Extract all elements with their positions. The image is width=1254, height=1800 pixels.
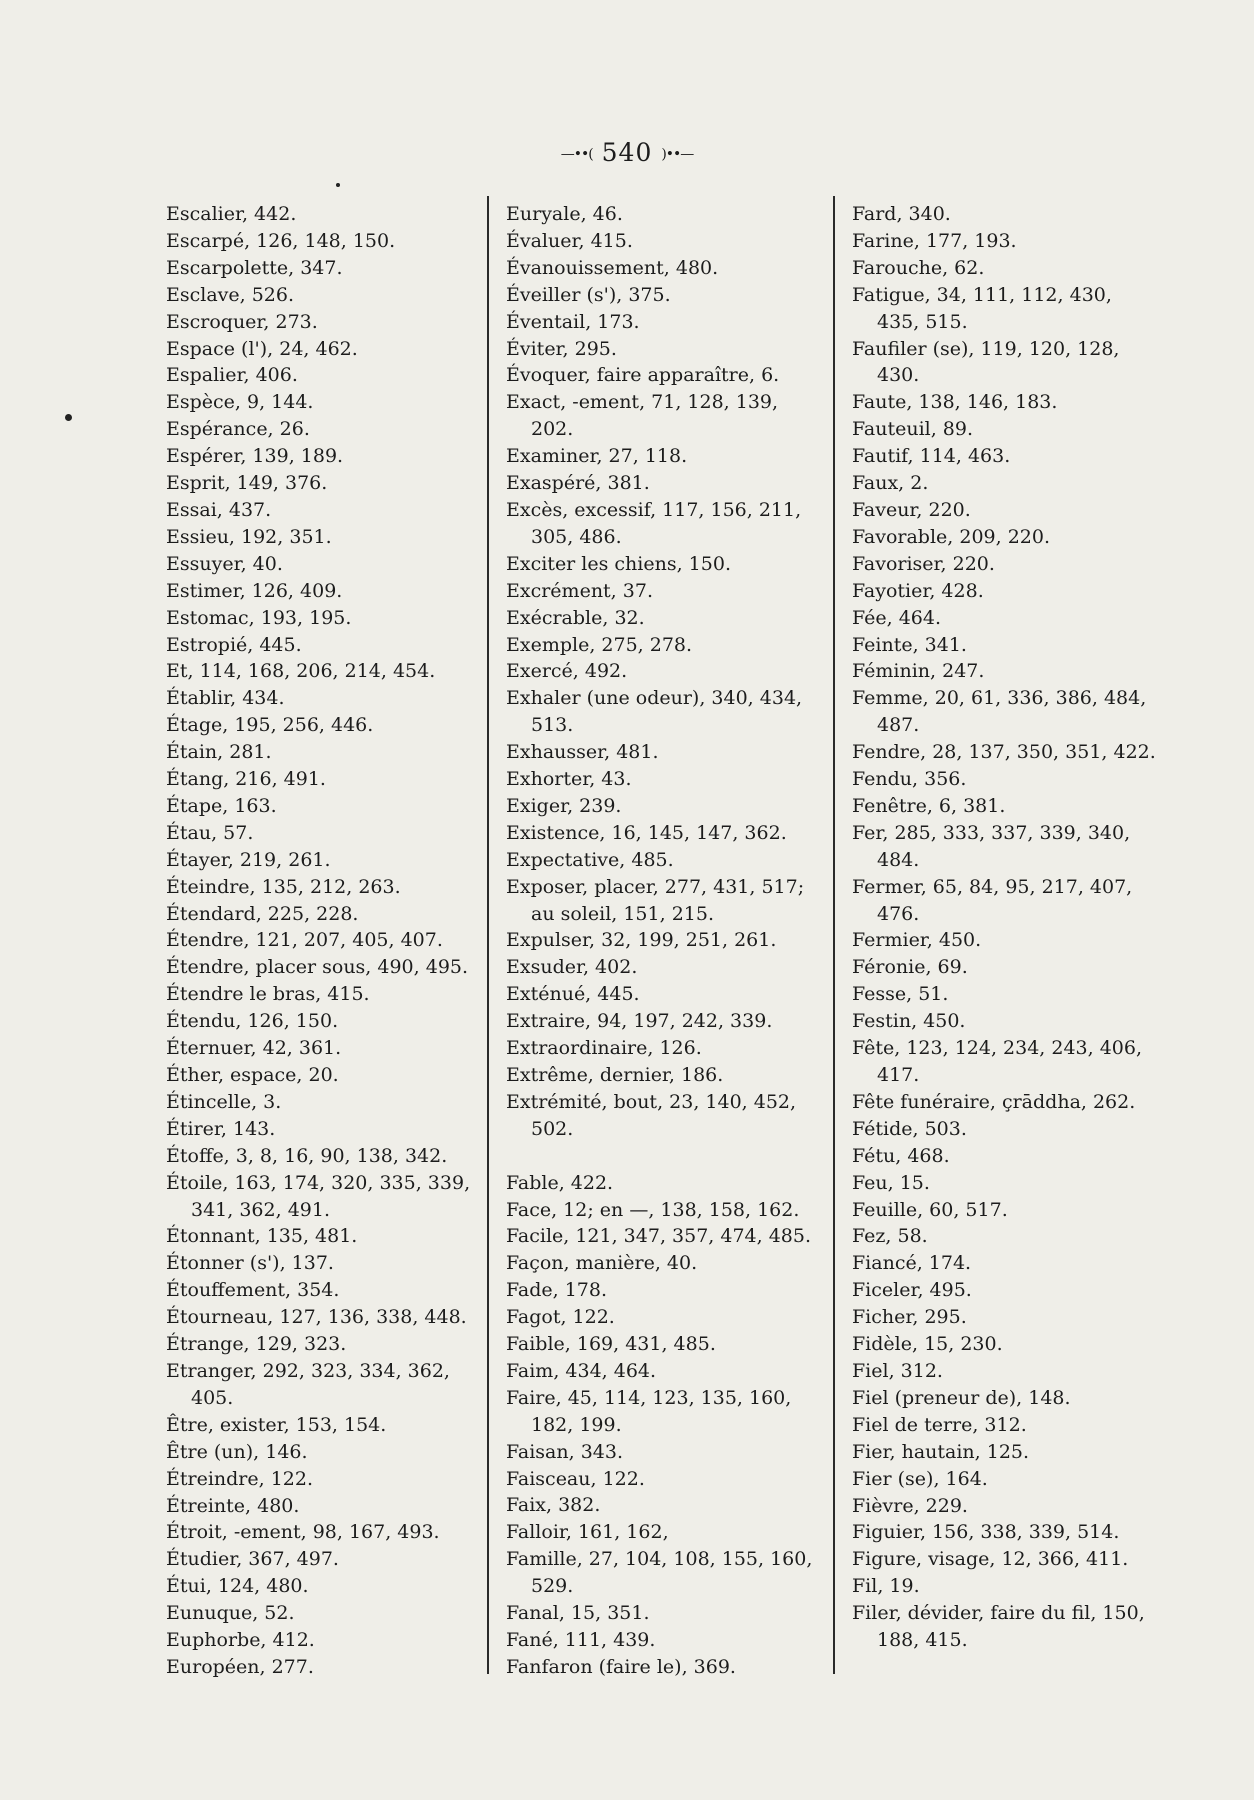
index-entry: Fautif, 114, 463. bbox=[852, 445, 1011, 468]
index-entry: Filer, dévider, faire du fil, 150, 188, 415. bbox=[852, 1602, 1145, 1652]
index-entry: Euryale, 46. bbox=[506, 203, 623, 225]
index-entry: Étincelle, 3. bbox=[166, 1090, 282, 1113]
page-number: 540 bbox=[601, 138, 653, 167]
index-entry: Fauteuil, 89. bbox=[852, 418, 974, 441]
index-entry: Fermier, 450. bbox=[852, 929, 982, 952]
index-entry: Étage, 195, 256, 446. bbox=[166, 714, 374, 737]
index-entry: Faix, 382. bbox=[506, 1494, 601, 1517]
index-entry: Escarpé, 126, 148, 150. bbox=[166, 229, 396, 252]
index-entry: Feuille, 60, 517. bbox=[852, 1198, 1008, 1221]
index-entry: Figure, visage, 12, 366, 411. bbox=[852, 1548, 1129, 1571]
index-entry: Face, 12; en —, 138, 158, 162. bbox=[506, 1198, 800, 1221]
index-entry: Fard, 340. bbox=[852, 203, 951, 225]
index-entry: Établir, 434. bbox=[166, 687, 285, 710]
header-left-ornament: —••( bbox=[560, 146, 593, 163]
index-entry: Féminin, 247. bbox=[852, 660, 985, 683]
index-entry: Extrême, dernier, 186. bbox=[506, 1064, 724, 1086]
index-column-3 bbox=[852, 201, 1158, 1654]
index-entry: Fiel (preneur de), 148. bbox=[852, 1386, 1071, 1409]
index-entry: Extrémité, bout, 23, 140, 452, 502. bbox=[506, 1090, 797, 1140]
index-entry: Étouffement, 354. bbox=[166, 1279, 340, 1302]
index-entry: Évaluer, 415. bbox=[506, 229, 633, 252]
index-entry: Estropié, 445. bbox=[166, 633, 302, 656]
index-entry: Éteindre, 135, 212, 263. bbox=[166, 875, 401, 898]
index-entry: Éviter, 295. bbox=[506, 337, 617, 360]
index-entry: Existence, 16, 145, 147, 362. bbox=[506, 821, 787, 844]
index-entry: Étendre, 121, 207, 405, 407. bbox=[166, 929, 443, 952]
index-entry: Étui, 124, 480. bbox=[166, 1575, 309, 1598]
index-entry: Et, 114, 168, 206, 214, 454. bbox=[166, 660, 436, 683]
index-entry: Exciter les chiens, 150. bbox=[506, 552, 731, 575]
index-entry: Famille, 27, 104, 108, 155, 160, 529. bbox=[506, 1548, 813, 1598]
index-entry: Fenêtre, 6, 381. bbox=[852, 794, 1006, 817]
index-entry: Expectative, 485. bbox=[506, 848, 674, 871]
index-entry: Fez, 58. bbox=[852, 1225, 928, 1248]
index-entry: Fer, 285, 333, 337, 339, 340, 484. bbox=[852, 821, 1131, 871]
index-entry: Euphorbe, 412. bbox=[166, 1629, 315, 1652]
index-entry: Espérer, 139, 189. bbox=[166, 445, 344, 468]
index-entry: Exécrable, 32. bbox=[506, 606, 645, 629]
index-entry: Fiel de terre, 312. bbox=[852, 1413, 1027, 1436]
index-entry: Fanal, 15, 351. bbox=[506, 1602, 650, 1625]
index-entry: Fil, 19. bbox=[852, 1575, 920, 1598]
index-entry: Fayotier, 428. bbox=[852, 579, 984, 602]
index-entry: Façon, manière, 40. bbox=[506, 1252, 698, 1275]
index-entry: Éveiller (s'), 375. bbox=[506, 283, 671, 306]
index-entry: Excrément, 37. bbox=[506, 579, 653, 602]
index-entry: Escalier, 442. bbox=[166, 203, 297, 225]
index-entry: Étang, 216, 491. bbox=[166, 768, 326, 791]
index-entry: Exhausser, 481. bbox=[506, 741, 659, 764]
index-entry: Fièvre, 229. bbox=[852, 1494, 968, 1517]
index-entry: Étourneau, 127, 136, 338, 448. bbox=[166, 1306, 467, 1329]
index-entry: Festin, 450. bbox=[852, 1010, 966, 1033]
index-entry: Exsuder, 402. bbox=[506, 956, 638, 979]
index-entry: Éternuer, 42, 361. bbox=[166, 1037, 342, 1060]
index-entry: Évoquer, faire apparaître, 6. bbox=[506, 364, 780, 387]
index-entry: Faufiler (se), 119, 120, 128, 430. bbox=[852, 337, 1120, 387]
page-header bbox=[0, 138, 1254, 167]
index-entry: Fanfaron (faire le), 369. bbox=[506, 1655, 736, 1678]
index-entry: Fendu, 356. bbox=[852, 768, 967, 791]
index-entry: Fiel, 312. bbox=[852, 1359, 943, 1382]
index-entry: Fatigue, 34, 111, 112, 430, 435, 515. bbox=[852, 283, 1112, 333]
index-entry: Exhorter, 43. bbox=[506, 768, 632, 791]
index-entry: Favorable, 209, 220. bbox=[852, 525, 1051, 548]
index-entry: Fiancé, 174. bbox=[852, 1252, 972, 1275]
index-entry: Feinte, 341. bbox=[852, 633, 967, 656]
index-entry: Femme, 20, 61, 336, 386, 484, 487. bbox=[852, 687, 1147, 737]
index-entry: Fée, 464. bbox=[852, 606, 942, 629]
index-entry: Fable, 422. bbox=[506, 1171, 614, 1194]
margin-dot bbox=[65, 414, 72, 421]
index-entry: Étoffe, 3, 8, 16, 90, 138, 342. bbox=[166, 1144, 448, 1167]
stray-dot bbox=[336, 183, 340, 187]
index-entry: Étayer, 219, 261. bbox=[166, 848, 331, 871]
index-entry: Étendard, 225, 228. bbox=[166, 902, 359, 925]
index-entry: Essai, 437. bbox=[166, 498, 272, 521]
index-entry: Extraire, 94, 197, 242, 339. bbox=[506, 1010, 773, 1033]
index-entry: Etranger, 292, 323, 334, 362, 405. bbox=[166, 1359, 450, 1409]
index-entry: Exténué, 445. bbox=[506, 983, 640, 1006]
index-entry: Exercé, 492. bbox=[506, 660, 628, 683]
index-entry: Ficeler, 495. bbox=[852, 1279, 972, 1302]
index-entry: Examiner, 27, 118. bbox=[506, 445, 688, 468]
index-entry: Espace (l'), 24, 462. bbox=[166, 337, 358, 360]
index-entry: Étonnant, 135, 481. bbox=[166, 1225, 358, 1248]
index-entry: Estomac, 193, 195. bbox=[166, 606, 352, 629]
index-entry: Estimer, 126, 409. bbox=[166, 579, 343, 602]
index-entry: Étape, 163. bbox=[166, 794, 277, 817]
index-entry: Exact, -ement, 71, 128, 139, 202. bbox=[506, 391, 779, 441]
index-entry: Exemple, 275, 278. bbox=[506, 633, 693, 656]
index-column-1 bbox=[166, 201, 474, 1681]
index-entry: Faisan, 343. bbox=[506, 1440, 623, 1463]
index-entry: Exposer, placer, 277, 431, 517; au soleil, 151, 215. bbox=[506, 875, 805, 925]
index-entry: Farine, 177, 193. bbox=[852, 229, 1017, 252]
index-entry: Étendre, placer sous, 490, 495. bbox=[166, 956, 469, 979]
index-entry: Fétu, 468. bbox=[852, 1144, 950, 1167]
index-entry: Étendu, 126, 150. bbox=[166, 1010, 339, 1033]
section-gap bbox=[506, 1143, 821, 1170]
index-entry: Étirer, 143. bbox=[166, 1117, 276, 1140]
index-entry: Escarpolette, 347. bbox=[166, 256, 343, 279]
index-entry: Faisceau, 122. bbox=[506, 1467, 645, 1490]
index-entry: Étroit, -ement, 98, 167, 493. bbox=[166, 1521, 440, 1544]
index-entry: Exaspéré, 381. bbox=[506, 472, 650, 495]
index-entry: Fagot, 122. bbox=[506, 1306, 615, 1329]
index-entry: Exhaler (une odeur), 340, 434, 513. bbox=[506, 687, 803, 737]
index-entry: Exiger, 239. bbox=[506, 794, 622, 817]
index-entry: Fesse, 51. bbox=[852, 983, 949, 1006]
index-entry: Faire, 45, 114, 123, 135, 160, 182, 199. bbox=[506, 1386, 792, 1436]
index-entry: Fidèle, 15, 230. bbox=[852, 1333, 1003, 1356]
index-entry: Étain, 281. bbox=[166, 741, 272, 764]
index-entry: Être (un), 146. bbox=[166, 1440, 308, 1463]
index-entry: Étendre le bras, 415. bbox=[166, 983, 370, 1006]
index-entry: Excès, excessif, 117, 156, 211, 305, 486. bbox=[506, 498, 802, 548]
index-entry: Faute, 138, 146, 183. bbox=[852, 391, 1058, 414]
column-rule-left bbox=[487, 196, 489, 1674]
index-entry: Fier (se), 164. bbox=[852, 1467, 988, 1490]
index-entry: Esclave, 526. bbox=[166, 283, 295, 306]
index-entry: Espérance, 26. bbox=[166, 418, 310, 441]
index-entry: Feu, 15. bbox=[852, 1171, 930, 1194]
index-entry: Fané, 111, 439. bbox=[506, 1629, 656, 1652]
index-entry: Être, exister, 153, 154. bbox=[166, 1413, 387, 1436]
index-entry: Expulser, 32, 199, 251, 261. bbox=[506, 929, 777, 952]
index-entry: Farouche, 62. bbox=[852, 256, 985, 279]
index-entry: Esprit, 149, 376. bbox=[166, 472, 328, 495]
index-entry: Évanouissement, 480. bbox=[506, 256, 719, 279]
index-entry: Éventail, 173. bbox=[506, 310, 640, 333]
index-entry: Extraordinaire, 126. bbox=[506, 1037, 702, 1060]
index-entry: Étreinte, 480. bbox=[166, 1494, 300, 1517]
index-entry: Étudier, 367, 497. bbox=[166, 1548, 339, 1571]
header-right-ornament: )••— bbox=[661, 146, 694, 163]
index-entry: Faux, 2. bbox=[852, 472, 929, 495]
index-entry: Favoriser, 220. bbox=[852, 552, 995, 575]
index-entry: Fade, 178. bbox=[506, 1279, 608, 1302]
index-entry: Faim, 434, 464. bbox=[506, 1359, 657, 1382]
index-entry: Féronie, 69. bbox=[852, 956, 968, 979]
index-entry: Fermer, 65, 84, 95, 217, 407, 476. bbox=[852, 875, 1133, 925]
index-entry: Essieu, 192, 351. bbox=[166, 525, 332, 548]
index-entry: Espalier, 406. bbox=[166, 364, 298, 387]
index-entry: Européen, 277. bbox=[166, 1655, 314, 1678]
index-entry: Fétide, 503. bbox=[852, 1117, 967, 1140]
index-entry: Escroquer, 273. bbox=[166, 310, 318, 333]
index-column-2 bbox=[506, 201, 821, 1681]
index-entry: Eunuque, 52. bbox=[166, 1602, 295, 1625]
index-entry: Falloir, 161, 162, bbox=[506, 1521, 669, 1544]
index-entry: Étau, 57. bbox=[166, 821, 254, 844]
index-entry: Facile, 121, 347, 357, 474, 485. bbox=[506, 1225, 812, 1248]
index-entry: Fier, hautain, 125. bbox=[852, 1440, 1030, 1463]
column-rule-right bbox=[833, 196, 835, 1674]
index-entry: Faible, 169, 431, 485. bbox=[506, 1333, 716, 1356]
index-entry: Espèce, 9, 144. bbox=[166, 391, 314, 414]
index-entry: Étrange, 129, 323. bbox=[166, 1333, 347, 1356]
index-entry: Fendre, 28, 137, 350, 351, 422. bbox=[852, 741, 1156, 764]
index-entry: Ficher, 295. bbox=[852, 1306, 967, 1329]
index-entry: Éther, espace, 20. bbox=[166, 1064, 339, 1086]
index-entry: Étonner (s'), 137. bbox=[166, 1252, 334, 1275]
index-entry: Fête funéraire, çrāddha, 262. bbox=[852, 1090, 1136, 1113]
index-entry: Figuier, 156, 338, 339, 514. bbox=[852, 1521, 1120, 1544]
index-entry: Fête, 123, 124, 234, 243, 406, 417. bbox=[852, 1037, 1143, 1086]
index-entry: Étoile, 163, 174, 320, 335, 339, 341, 362, 491. bbox=[166, 1171, 471, 1221]
index-entry: Étreindre, 122. bbox=[166, 1467, 314, 1490]
index-entry: Faveur, 220. bbox=[852, 498, 971, 521]
index-entry: Essuyer, 40. bbox=[166, 552, 283, 575]
